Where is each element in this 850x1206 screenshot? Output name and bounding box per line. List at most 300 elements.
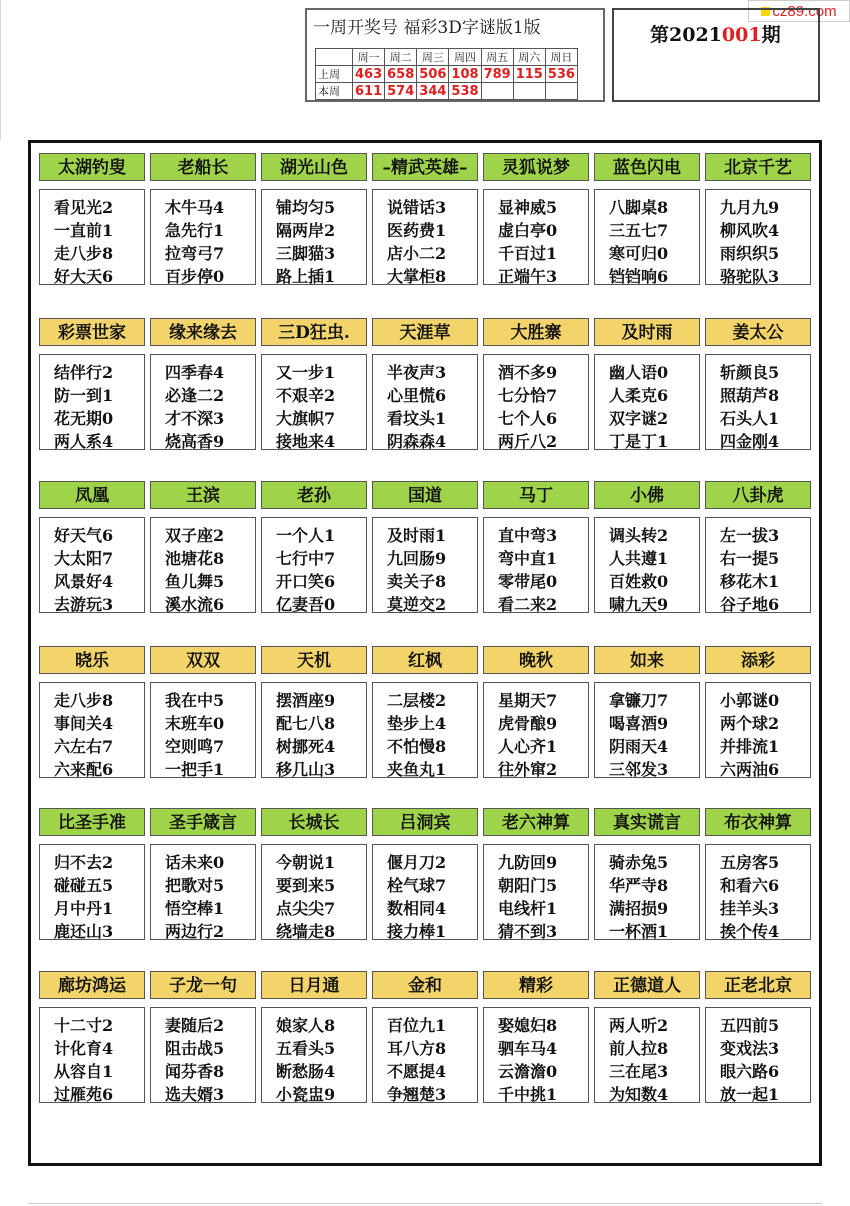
riddle-card xyxy=(594,646,700,778)
riddle-line: 酒不多9 xyxy=(498,363,558,382)
result-number: 463 xyxy=(353,66,385,83)
card-riddle-list xyxy=(150,189,256,285)
row-label: 本周 xyxy=(316,83,353,100)
riddle-line: 六来配6 xyxy=(54,760,114,779)
result-number: 611 xyxy=(353,83,385,100)
riddle-line: 挨个传4 xyxy=(720,922,780,941)
riddle-line: 放一起1 xyxy=(720,1085,780,1104)
riddle-line: 十二寸2 xyxy=(54,1016,114,1035)
riddle-line: 柳风吹4 xyxy=(720,221,780,240)
card-author-title: 老孙 xyxy=(261,481,367,509)
riddle-card xyxy=(483,646,589,778)
riddle-line: 话未来0 xyxy=(165,853,225,872)
riddle-line: 鹿还山3 xyxy=(54,922,114,941)
riddle-line: 五四前5 xyxy=(720,1016,780,1035)
card-riddle-list xyxy=(372,354,478,450)
riddle-line: 阴森森4 xyxy=(387,432,447,451)
riddle-line: 华严寺8 xyxy=(609,876,669,895)
riddle-line: 左一拔3 xyxy=(720,526,780,545)
riddle-line: 朝阳门5 xyxy=(498,876,558,895)
riddle-line: 碰碰五5 xyxy=(54,876,114,895)
riddle-line: 耳八方8 xyxy=(387,1039,447,1058)
riddle-card xyxy=(483,153,589,285)
card-author-title: 添彩 xyxy=(705,646,811,674)
card-riddle-list xyxy=(483,354,589,450)
result-number: 789 xyxy=(481,66,513,83)
riddle-line: 说错话3 xyxy=(387,198,447,217)
riddle-card xyxy=(705,153,811,285)
riddle-line: 绕墙走8 xyxy=(276,922,336,941)
riddle-line: 不愿提4 xyxy=(387,1062,447,1081)
riddle-line: 四金刚4 xyxy=(720,432,780,451)
riddle-line: 从容自1 xyxy=(54,1062,114,1081)
days-row xyxy=(316,49,578,66)
riddle-line: 花无期0 xyxy=(54,409,114,428)
card-author-title: 双双 xyxy=(150,646,256,674)
card-author-title: 长城长 xyxy=(261,808,367,836)
riddle-line: 归不去2 xyxy=(54,853,114,872)
riddle-line: 五看头5 xyxy=(276,1039,336,1058)
day-label: 周六 xyxy=(513,49,545,66)
day-label: 周一 xyxy=(353,49,385,66)
riddle-line: 九月九9 xyxy=(720,198,780,217)
riddle-line: 心里慌6 xyxy=(387,386,447,405)
riddle-card xyxy=(372,318,478,450)
riddle-line: 空则鸣7 xyxy=(165,737,225,756)
riddle-line: 正端午3 xyxy=(498,267,558,286)
card-riddle-list xyxy=(261,682,367,778)
riddle-line: 溪水流6 xyxy=(165,595,225,614)
riddle-line: 驷车马4 xyxy=(498,1039,558,1058)
this-week-row xyxy=(316,83,578,100)
riddle-line: 结伴行2 xyxy=(54,363,114,382)
riddle-line: 并排流1 xyxy=(720,737,780,756)
card-riddle-list xyxy=(594,1007,700,1103)
riddle-line: 才不深3 xyxy=(165,409,225,428)
card-riddle-list xyxy=(705,354,811,450)
riddle-line: 人柔克6 xyxy=(609,386,669,405)
card-riddle-list xyxy=(483,1007,589,1103)
card-author-title: 日月通 xyxy=(261,971,367,999)
result-number: 108 xyxy=(449,66,481,83)
card-riddle-list xyxy=(150,1007,256,1103)
card-author-title: 灵狐说梦 xyxy=(483,153,589,181)
page-edge-line xyxy=(0,0,1,140)
riddle-line: 铺均匀5 xyxy=(276,198,336,217)
card-riddle-list xyxy=(372,189,478,285)
riddle-line: 三五七7 xyxy=(609,221,669,240)
card-author-title: 比圣手准 xyxy=(39,808,145,836)
riddle-line: 争翘楚3 xyxy=(387,1085,447,1104)
riddle-card xyxy=(483,318,589,450)
issue-number xyxy=(650,20,781,47)
riddle-line: 开口笑6 xyxy=(276,572,336,591)
card-riddle-list xyxy=(705,517,811,613)
result-number xyxy=(513,83,545,100)
riddle-line: 防一到1 xyxy=(54,386,114,405)
riddle-line: 不艰辛2 xyxy=(276,386,336,405)
riddle-line: 栓气球7 xyxy=(387,876,447,895)
day-label: 周四 xyxy=(449,49,481,66)
card-author-title: 正老北京 xyxy=(705,971,811,999)
riddle-line: 走八步8 xyxy=(54,244,114,263)
riddle-line: 星期天7 xyxy=(498,691,558,710)
card-riddle-list xyxy=(705,189,811,285)
card-riddle-list xyxy=(150,844,256,940)
riddle-line: 两人听2 xyxy=(609,1016,669,1035)
riddle-card xyxy=(705,481,811,613)
riddle-line: 电线杆1 xyxy=(498,899,558,918)
riddle-line: 两边行2 xyxy=(165,922,225,941)
riddle-line: 点尖尖7 xyxy=(276,899,336,918)
day-label: 周三 xyxy=(417,49,449,66)
riddle-card xyxy=(261,153,367,285)
card-riddle-list xyxy=(705,1007,811,1103)
riddle-line: 拿镰刀7 xyxy=(609,691,669,710)
day-label: 周日 xyxy=(545,49,577,66)
card-riddle-list xyxy=(39,1007,145,1103)
card-author-title: 天涯草 xyxy=(372,318,478,346)
riddle-card xyxy=(594,971,700,1103)
card-riddle-list xyxy=(594,682,700,778)
riddle-line: 木牛马4 xyxy=(165,198,225,217)
riddle-line: 调头转2 xyxy=(609,526,669,545)
riddle-line: 人共遵1 xyxy=(609,549,669,568)
header-title: 一周开奖号 福彩3D字谜版1版 xyxy=(313,18,541,38)
riddle-line: 今朝说1 xyxy=(276,853,336,872)
riddle-line: 六两油6 xyxy=(720,760,780,779)
card-riddle-list xyxy=(483,517,589,613)
card-riddle-list xyxy=(39,682,145,778)
riddle-line: 五房客5 xyxy=(720,853,780,872)
riddle-line: 云澹澹0 xyxy=(498,1062,558,1081)
riddle-line: 铛铛响6 xyxy=(609,267,669,286)
riddle-line: 一杯酒1 xyxy=(609,922,669,941)
riddle-line: 二层楼2 xyxy=(387,691,447,710)
result-number: 538 xyxy=(449,83,481,100)
result-number: 658 xyxy=(385,66,417,83)
riddle-line: 照葫芦8 xyxy=(720,386,780,405)
riddle-card xyxy=(39,971,145,1103)
riddle-line: 垫步上4 xyxy=(387,714,447,733)
riddle-line: 计化育4 xyxy=(54,1039,114,1058)
riddle-card xyxy=(150,481,256,613)
card-riddle-list xyxy=(705,682,811,778)
footer-divider xyxy=(28,1203,822,1204)
card-riddle-list xyxy=(261,189,367,285)
weekly-results-header xyxy=(305,8,605,102)
result-number xyxy=(481,83,513,100)
riddle-line: 人心齐1 xyxy=(498,737,558,756)
card-riddle-list xyxy=(594,844,700,940)
riddle-line: 七个人6 xyxy=(498,409,558,428)
riddle-line: 鱼儿舞5 xyxy=(165,572,225,591)
riddle-line: 石头人1 xyxy=(720,409,780,428)
riddle-card xyxy=(705,318,811,450)
riddle-line: 八脚桌8 xyxy=(609,198,669,217)
card-riddle-list xyxy=(372,682,478,778)
riddle-card xyxy=(372,646,478,778)
riddle-line: 一直前1 xyxy=(54,221,114,240)
card-author-title: 正德道人 xyxy=(594,971,700,999)
card-riddle-list xyxy=(150,682,256,778)
riddle-line: 幽人语0 xyxy=(609,363,669,382)
issue-digits: 001 xyxy=(721,24,762,46)
riddle-line: 夹鱼丸1 xyxy=(387,760,447,779)
issue-suffix: 期 xyxy=(761,24,781,46)
riddle-line: 好天气6 xyxy=(54,526,114,545)
riddle-card xyxy=(483,971,589,1103)
riddle-line: 往外窜2 xyxy=(498,760,558,779)
riddle-line: 虎骨酿9 xyxy=(498,714,558,733)
riddle-line: 烧高香9 xyxy=(165,432,225,451)
riddle-card xyxy=(261,646,367,778)
riddle-line: 娘家人8 xyxy=(276,1016,336,1035)
riddle-card xyxy=(594,481,700,613)
riddle-line: 池塘花8 xyxy=(165,549,225,568)
riddle-line: 变戏法3 xyxy=(720,1039,780,1058)
riddle-line: 一个人1 xyxy=(276,526,336,545)
riddle-line: 去游玩3 xyxy=(54,595,114,614)
riddle-card xyxy=(39,318,145,450)
card-author-title: 天机 xyxy=(261,646,367,674)
riddle-line: 选夫婿3 xyxy=(165,1085,225,1104)
riddle-card xyxy=(483,481,589,613)
riddle-line: 偃月刀2 xyxy=(387,853,447,872)
riddle-line: 挂羊头3 xyxy=(720,899,780,918)
riddle-card xyxy=(150,971,256,1103)
card-riddle-list xyxy=(150,354,256,450)
card-riddle-list xyxy=(261,354,367,450)
result-number: 506 xyxy=(417,66,449,83)
day-label: 周五 xyxy=(481,49,513,66)
riddle-card xyxy=(261,481,367,613)
riddle-line: 数相同4 xyxy=(387,899,447,918)
card-author-title: 彩票世家 xyxy=(39,318,145,346)
riddle-line: 末班车0 xyxy=(165,714,225,733)
riddle-line: 不怕慢8 xyxy=(387,737,447,756)
riddle-card xyxy=(372,153,478,285)
riddle-card xyxy=(39,808,145,940)
riddle-line: 风景好4 xyxy=(54,572,114,591)
card-riddle-list xyxy=(39,517,145,613)
card-author-title: 真实谎言 xyxy=(594,808,700,836)
riddle-line: 雨织织5 xyxy=(720,244,780,263)
riddle-line: 两斤八2 xyxy=(498,432,558,451)
card-author-title: 如来 xyxy=(594,646,700,674)
card-author-title: 马丁 xyxy=(483,481,589,509)
riddle-line: 大掌柜8 xyxy=(387,267,447,286)
riddle-line: 妻随后2 xyxy=(165,1016,225,1035)
riddle-card xyxy=(261,808,367,940)
row-label: 上周 xyxy=(316,66,353,83)
riddle-card xyxy=(372,481,478,613)
card-riddle-list xyxy=(150,517,256,613)
card-author-title: 吕洞宾 xyxy=(372,808,478,836)
riddle-line: 三脚猫3 xyxy=(276,244,336,263)
riddle-line: 眼六路6 xyxy=(720,1062,780,1081)
issue-prefix: 第2021 xyxy=(650,24,722,46)
riddle-line: 满招损9 xyxy=(609,899,669,918)
riddle-line: 悟空棒1 xyxy=(165,899,225,918)
riddle-card xyxy=(705,808,811,940)
riddle-line: 七行中7 xyxy=(276,549,336,568)
card-riddle-list xyxy=(483,844,589,940)
card-author-title: 太湖钓叟 xyxy=(39,153,145,181)
riddle-line: 看二来2 xyxy=(498,595,558,614)
riddle-card xyxy=(594,318,700,450)
riddle-line: 看见光2 xyxy=(54,198,114,217)
card-riddle-list xyxy=(372,1007,478,1103)
riddle-card xyxy=(705,646,811,778)
riddle-line: 千百过1 xyxy=(498,244,558,263)
riddle-line: 移花木1 xyxy=(720,572,780,591)
riddle-line: 寒可归0 xyxy=(609,244,669,263)
card-author-title: 布衣神算 xyxy=(705,808,811,836)
result-number: 536 xyxy=(545,66,577,83)
riddle-line: 喝喜酒9 xyxy=(609,714,669,733)
riddle-line: 走八步8 xyxy=(54,691,114,710)
riddle-line: 医药费1 xyxy=(387,221,447,240)
card-author-title: –精武英雄– xyxy=(372,153,478,181)
riddle-line: 树挪死4 xyxy=(276,737,336,756)
issue-number-box xyxy=(612,8,820,102)
riddle-line: 隔两岸2 xyxy=(276,221,336,240)
riddle-line: 大旗帜7 xyxy=(276,409,336,428)
riddle-line: 百位九1 xyxy=(387,1016,447,1035)
riddle-line: 双子座2 xyxy=(165,526,225,545)
card-riddle-list xyxy=(594,189,700,285)
riddle-line: 急先行1 xyxy=(165,221,225,240)
card-riddle-list xyxy=(705,844,811,940)
riddle-card xyxy=(39,646,145,778)
riddle-line: 右一提5 xyxy=(720,549,780,568)
card-author-title: 及时雨 xyxy=(594,318,700,346)
card-riddle-list xyxy=(261,844,367,940)
riddle-line: 弯中直1 xyxy=(498,549,558,568)
riddle-card xyxy=(372,808,478,940)
card-author-title: 晓乐 xyxy=(39,646,145,674)
riddle-line: 骑赤兔5 xyxy=(609,853,669,872)
riddle-line: 四季春4 xyxy=(165,363,225,382)
riddle-line: 闻芬香8 xyxy=(165,1062,225,1081)
card-author-title: 大胜寨 xyxy=(483,318,589,346)
card-riddle-list xyxy=(594,517,700,613)
card-author-title: 八卦虎 xyxy=(705,481,811,509)
card-riddle-list xyxy=(261,1007,367,1103)
riddle-line: 谷子地6 xyxy=(720,595,780,614)
riddle-line: 骆驼队3 xyxy=(720,267,780,286)
riddle-line: 九回肠9 xyxy=(387,549,447,568)
riddle-line: 九防回9 xyxy=(498,853,558,872)
card-riddle-list xyxy=(372,517,478,613)
riddle-line: 断愁肠4 xyxy=(276,1062,336,1081)
riddle-card-grid xyxy=(28,140,822,1166)
riddle-line: 又一步1 xyxy=(276,363,336,382)
card-author-title: 晚秋 xyxy=(483,646,589,674)
watermark-text: cz89.com xyxy=(772,3,837,20)
card-riddle-list xyxy=(594,354,700,450)
riddle-line: 虚白亭0 xyxy=(498,221,558,240)
riddle-line: 半夜声3 xyxy=(387,363,447,382)
result-number: 344 xyxy=(417,83,449,100)
riddle-line: 店小二2 xyxy=(387,244,447,263)
riddle-card xyxy=(150,153,256,285)
riddle-line: 啸九天9 xyxy=(609,595,669,614)
riddle-card xyxy=(594,153,700,285)
card-author-title: 凤凰 xyxy=(39,481,145,509)
card-author-title: 北京千艺 xyxy=(705,153,811,181)
riddle-line: 零带尾0 xyxy=(498,572,558,591)
riddle-line: 卖关子8 xyxy=(387,572,447,591)
riddle-card xyxy=(150,808,256,940)
riddle-line: 亿妻吾0 xyxy=(276,595,336,614)
card-author-title: 老船长 xyxy=(150,153,256,181)
card-author-title: 三D狂虫. xyxy=(261,318,367,346)
riddle-line: 两人系4 xyxy=(54,432,114,451)
riddle-line: 阻击战5 xyxy=(165,1039,225,1058)
riddle-line: 直中弯3 xyxy=(498,526,558,545)
result-number: 574 xyxy=(385,83,417,100)
riddle-card xyxy=(261,318,367,450)
riddle-line: 事间关4 xyxy=(54,714,114,733)
riddle-card xyxy=(150,318,256,450)
card-author-title: 缘来缘去 xyxy=(150,318,256,346)
card-author-title: 姜太公 xyxy=(705,318,811,346)
card-riddle-list xyxy=(39,354,145,450)
riddle-line: 百姓救0 xyxy=(609,572,669,591)
riddle-line: 阴雨天4 xyxy=(609,737,669,756)
riddle-line: 必逢二2 xyxy=(165,386,225,405)
riddle-line: 月中丹1 xyxy=(54,899,114,918)
riddle-line: 小郭谜0 xyxy=(720,691,780,710)
riddle-line: 及时雨1 xyxy=(387,526,447,545)
riddle-card xyxy=(705,971,811,1103)
riddle-line: 小瓷盅9 xyxy=(276,1085,336,1104)
result-number xyxy=(545,83,577,100)
riddle-card xyxy=(594,808,700,940)
card-riddle-list xyxy=(39,844,145,940)
riddle-line: 我在中5 xyxy=(165,691,225,710)
riddle-line: 要到来5 xyxy=(276,876,336,895)
riddle-line: 看坟头1 xyxy=(387,409,447,428)
card-author-title: 老六神算 xyxy=(483,808,589,836)
riddle-card xyxy=(39,481,145,613)
riddle-line: 三在尾3 xyxy=(609,1062,669,1081)
card-author-title: 金和 xyxy=(372,971,478,999)
riddle-line: 路上插1 xyxy=(276,267,336,286)
riddle-line: 娶媳妇8 xyxy=(498,1016,558,1035)
day-label: 周二 xyxy=(385,49,417,66)
card-author-title: 湖光山色 xyxy=(261,153,367,181)
riddle-line: 双字谜2 xyxy=(609,409,669,428)
riddle-line: 百步停0 xyxy=(165,267,225,286)
riddle-line: 显神威5 xyxy=(498,198,558,217)
card-author-title: 国道 xyxy=(372,481,478,509)
riddle-line: 接地来4 xyxy=(276,432,336,451)
riddle-line: 一把手1 xyxy=(165,760,225,779)
card-author-title: 蓝色闪电 xyxy=(594,153,700,181)
weekly-results-table xyxy=(315,48,578,100)
riddle-line: 和看六6 xyxy=(720,876,780,895)
riddle-card xyxy=(150,646,256,778)
card-riddle-list xyxy=(261,517,367,613)
riddle-line: 大太阳7 xyxy=(54,549,114,568)
riddle-card xyxy=(261,971,367,1103)
riddle-card xyxy=(483,808,589,940)
card-riddle-list xyxy=(372,844,478,940)
card-author-title: 廊坊鸿运 xyxy=(39,971,145,999)
